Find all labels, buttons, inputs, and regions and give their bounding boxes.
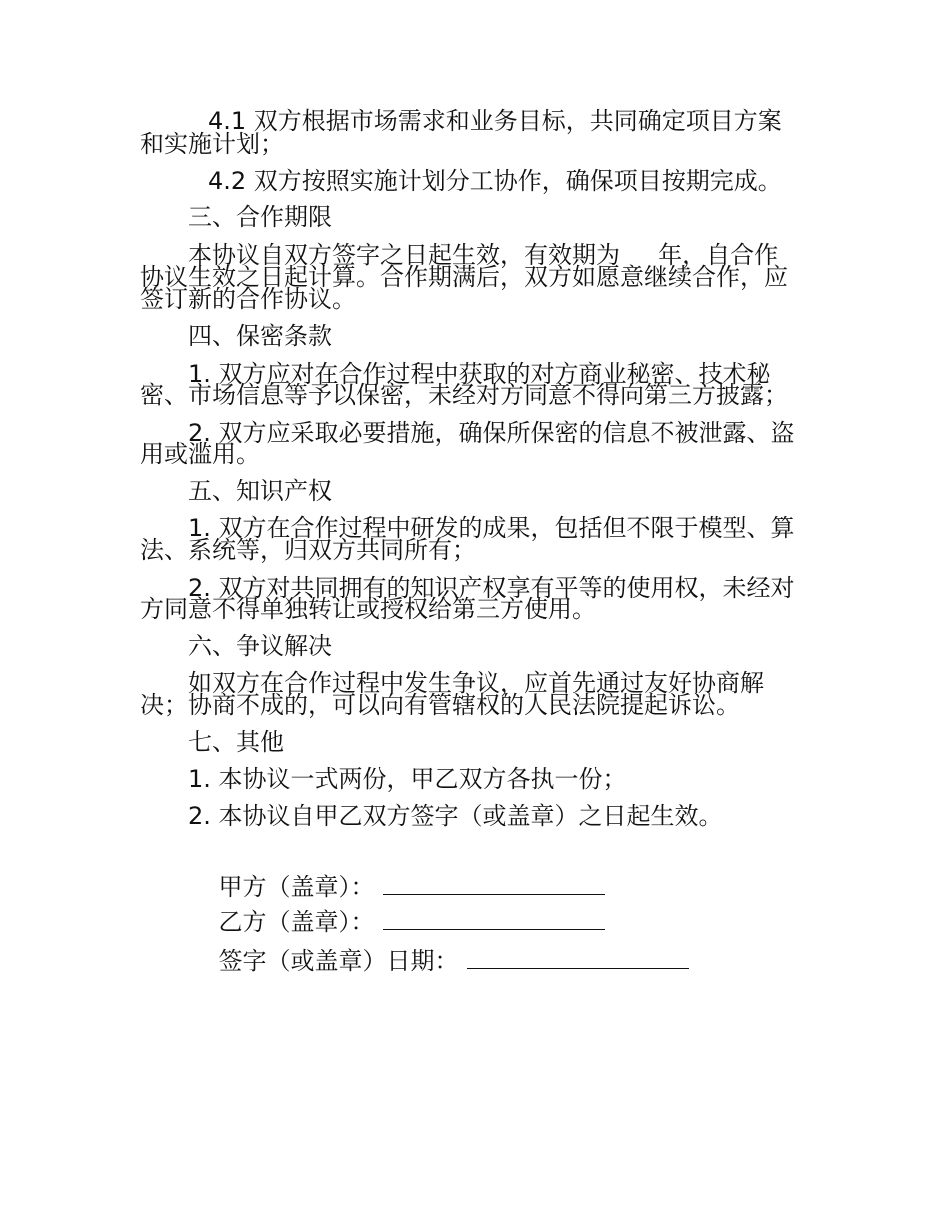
clause-4-2: 4.2 双方按照实施计划分工协作，确保项目按期完成。	[208, 167, 782, 195]
party-b-label: 乙方（盖章）：	[218, 908, 375, 936]
dispute-para-line-2: 决；协商不成的，可以向有管辖权的人民法院提起诉讼。	[140, 691, 740, 719]
heading-ip: 五、知识产权	[188, 477, 332, 505]
dispute-para-line-1: 如双方在合作过程中发生争议，应首先通过友好协商解	[188, 669, 764, 697]
ip-item-2-line-2: 方同意不得单独转让或授权给第三方使用。	[140, 595, 596, 623]
heading-confidentiality: 四、保密条款	[188, 322, 332, 350]
signing-date-label: 签字（或盖章）日期：	[218, 947, 459, 975]
confidentiality-item-1-line-2: 密、市场信息等予以保密，未经对方同意不得向第三方披露；	[140, 381, 788, 409]
ip-item-1-line-2: 法、系统等，归双方共同所有；	[140, 536, 476, 564]
term-para-line-2: 协议生效之日起计算。合作期满后，双方如愿意继续合作，应	[140, 263, 788, 291]
party-a-label: 甲方（盖章）：	[218, 873, 375, 901]
confidentiality-item-1-line-1: 1. 双方应对在合作过程中获取的对方商业秘密、技术秘	[188, 360, 771, 388]
term-para-line-1: 本协议自双方签字之日起生效，有效期为 年，自合作	[188, 241, 779, 269]
other-item-2: 2. 本协议自甲乙双方签字（或盖章）之日起生效。	[188, 802, 723, 830]
heading-other: 七、其他	[188, 728, 284, 756]
heading-term: 三、合作期限	[188, 203, 332, 231]
clause-4-1-line-2: 和实施计划；	[140, 130, 284, 158]
ip-item-1-line-1: 1. 双方在合作过程中研发的成果，包括但不限于模型、算	[188, 514, 795, 542]
ip-item-2-line-1: 2. 双方对共同拥有的知识产权享有平等的使用权，未经对	[188, 574, 795, 602]
clause-4-1-line-1: 4.1 双方根据市场需求和业务目标，共同确定项目方案	[208, 107, 782, 135]
heading-dispute: 六、争议解决	[188, 632, 332, 660]
term-para-line-3: 签订新的合作协议。	[140, 285, 356, 313]
confidentiality-item-2-line-2: 用或滥用。	[140, 440, 260, 468]
signing-date-row	[188, 916, 689, 1003]
signing-date-blank	[467, 944, 689, 969]
confidentiality-item-2-line-1: 2. 双方应采取必要措施，确保所保密的信息不被泄露、盗	[188, 419, 795, 447]
other-item-1: 1. 本协议一式两份，甲乙双方各执一份；	[188, 765, 627, 793]
